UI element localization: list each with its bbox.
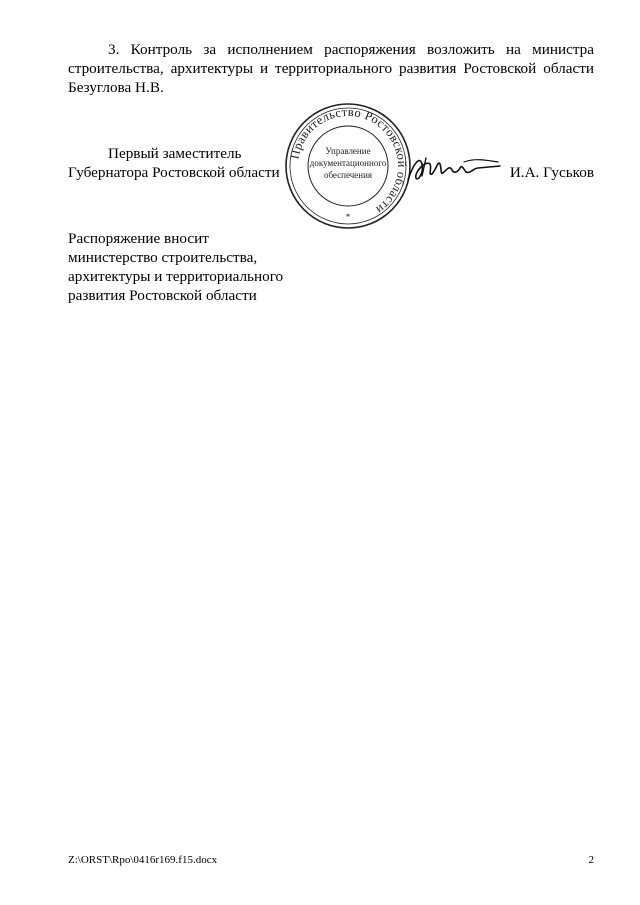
footer-page-number: 2 — [588, 854, 594, 866]
footer-file-path: Z:\ORST\Rpo\0416r169.f15.docx — [68, 854, 218, 866]
seal-center-line3: обеспечения — [323, 170, 373, 180]
paragraph-line: 3. Контроль за исполнением распоряжения возложить на министра — [108, 41, 594, 58]
submitter-line: архитектуры и территориального — [68, 268, 284, 285]
paragraph-line: строительства, архитектуры и территориального развития Ростовской области — [68, 60, 594, 77]
handwritten-signature — [404, 150, 504, 190]
official-seal — [284, 102, 412, 230]
paragraph-line: Безуглова Н.В. — [68, 79, 164, 96]
submitter-line: Распоряжение вносит — [68, 230, 209, 247]
submitter-block — [68, 229, 283, 305]
submitter-line: развития Ростовской области — [68, 287, 257, 304]
submitter-line: министерство строительства, — [68, 249, 258, 266]
seal-center-line2: документационного — [309, 158, 387, 168]
seal-ring-text-path: Правительство Ростовской области — [287, 104, 410, 218]
signatory-title-line2: Губернатора Ростовской области — [68, 164, 280, 181]
signatory-title-line1: Первый заместитель — [108, 145, 242, 162]
seal-star-icon: * — [345, 212, 351, 222]
control-paragraph — [68, 40, 594, 97]
signatory-name: И.А. Гуськов — [509, 164, 594, 181]
seal-center-line1: Управление — [325, 146, 371, 156]
signatory-title — [68, 144, 280, 182]
